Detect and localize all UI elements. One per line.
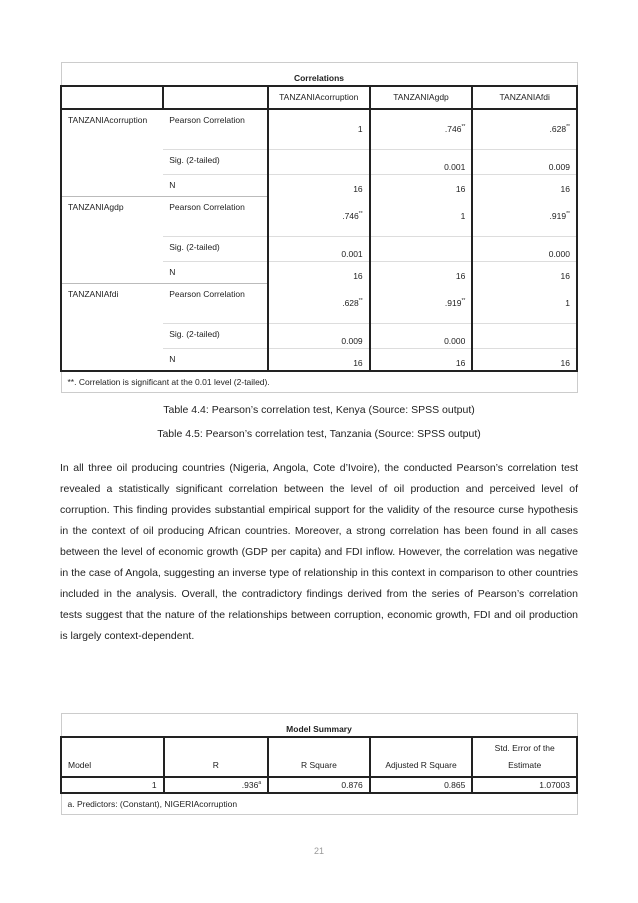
cell: 16 xyxy=(472,174,577,196)
cell: .746** xyxy=(268,196,370,236)
cell: .746** xyxy=(370,109,473,149)
col-header: Adjusted R Square xyxy=(370,737,473,777)
col-header: Model xyxy=(61,737,164,777)
row-variable: TANZANIAcorruption xyxy=(61,109,163,196)
cell: 0.009 xyxy=(268,323,370,348)
cell: 16 xyxy=(370,174,473,196)
table-row xyxy=(61,109,577,149)
stat-label: Sig. (2-tailed) xyxy=(163,149,268,174)
col-header: TANZANIAfdi xyxy=(472,86,577,109)
stat-label: Pearson Correlation xyxy=(163,283,268,323)
cell: 16 xyxy=(472,348,577,371)
stat-label: Sig. (2-tailed) xyxy=(163,236,268,261)
row-variable: TANZANIAfdi xyxy=(61,283,163,371)
cell: 0.001 xyxy=(370,149,473,174)
cell: 0.000 xyxy=(472,236,577,261)
col-header: R Square xyxy=(268,737,370,777)
cell: 0.876 xyxy=(268,777,370,793)
stat-label: Pearson Correlation xyxy=(163,109,268,149)
cell: 1.07003 xyxy=(472,777,577,793)
col-header: Std. Error of the Estimate xyxy=(472,737,577,777)
cell: 0.000 xyxy=(370,323,473,348)
cell: 16 xyxy=(268,348,370,371)
cell: 1 xyxy=(472,283,577,323)
table-footnote: a. Predictors: (Constant), NIGERIAcorruption xyxy=(61,793,577,815)
table-row xyxy=(61,196,577,236)
cell: 16 xyxy=(370,261,473,283)
table-footnote: **. Correlation is significant at the 0.01 level (2-tailed). xyxy=(61,371,577,393)
body-paragraph: In all three oil producing countries (Nigeria, Angola, Cote d’Ivoire), the conducted Pearson’s correlation test revealed a statistically significant correlation between the level of oil production and perceived level of corruption. This finding provides substantial empirical support for the validity of the resource curse hypothesis in the context of oil producing African countries. Moreover, a strong correlation has been found in all cases between the level of economic growth (GDP per capita) and FDI inflow. However, the correlation was negative in the case of Angola, suggesting an inverse type of relationship in this context in comparison to other countries included in the analysis. Overall, the contradictory findings derived from the series of Pearson’s correlation tests suggest that the nature of the relationships between corruption, economic growth, FDI and oil production is largely context-dependent. xyxy=(60,462,578,642)
cell: 0.009 xyxy=(472,149,577,174)
table-caption: Table 4.4: Pearson’s correlation test, Kenya (Source: SPSS output) xyxy=(163,404,475,416)
cell: 16 xyxy=(370,348,473,371)
cell: 1 xyxy=(268,109,370,149)
table-row xyxy=(61,777,577,793)
col-header: TANZANIAgdp xyxy=(370,86,473,109)
cell: .628** xyxy=(472,109,577,149)
cell xyxy=(370,236,473,261)
table-title: Correlations xyxy=(61,63,577,87)
row-variable: TANZANIAgdp xyxy=(61,196,163,283)
stat-label: N xyxy=(163,174,268,196)
model-summary-table xyxy=(60,713,578,815)
cell: 0.865 xyxy=(370,777,473,793)
cell: 16 xyxy=(472,261,577,283)
cell: .936$^a$ xyxy=(164,777,269,793)
table-title: Model Summary xyxy=(61,714,577,738)
table-caption: Table 4.5: Pearson’s correlation test, Tanzania (Source: SPSS output) xyxy=(157,428,481,440)
col-header: R xyxy=(164,737,269,777)
correlations-table xyxy=(60,62,578,393)
cell: 16 xyxy=(268,261,370,283)
cell xyxy=(268,149,370,174)
cell: .919** xyxy=(472,196,577,236)
cell: 1 xyxy=(370,196,473,236)
table-row xyxy=(61,283,577,323)
col-header: TANZANIAcorruption xyxy=(268,86,370,109)
stat-label: Pearson Correlation xyxy=(163,196,268,236)
cell xyxy=(472,323,577,348)
stat-label: Sig. (2-tailed) xyxy=(163,323,268,348)
cell: 1 xyxy=(61,777,164,793)
cell: .919** xyxy=(370,283,473,323)
cell: .628** xyxy=(268,283,370,323)
stat-label: N xyxy=(163,348,268,371)
page-number: 21 xyxy=(313,846,324,856)
cell: 16 xyxy=(268,174,370,196)
cell: 0.001 xyxy=(268,236,370,261)
stat-label: N xyxy=(163,261,268,283)
